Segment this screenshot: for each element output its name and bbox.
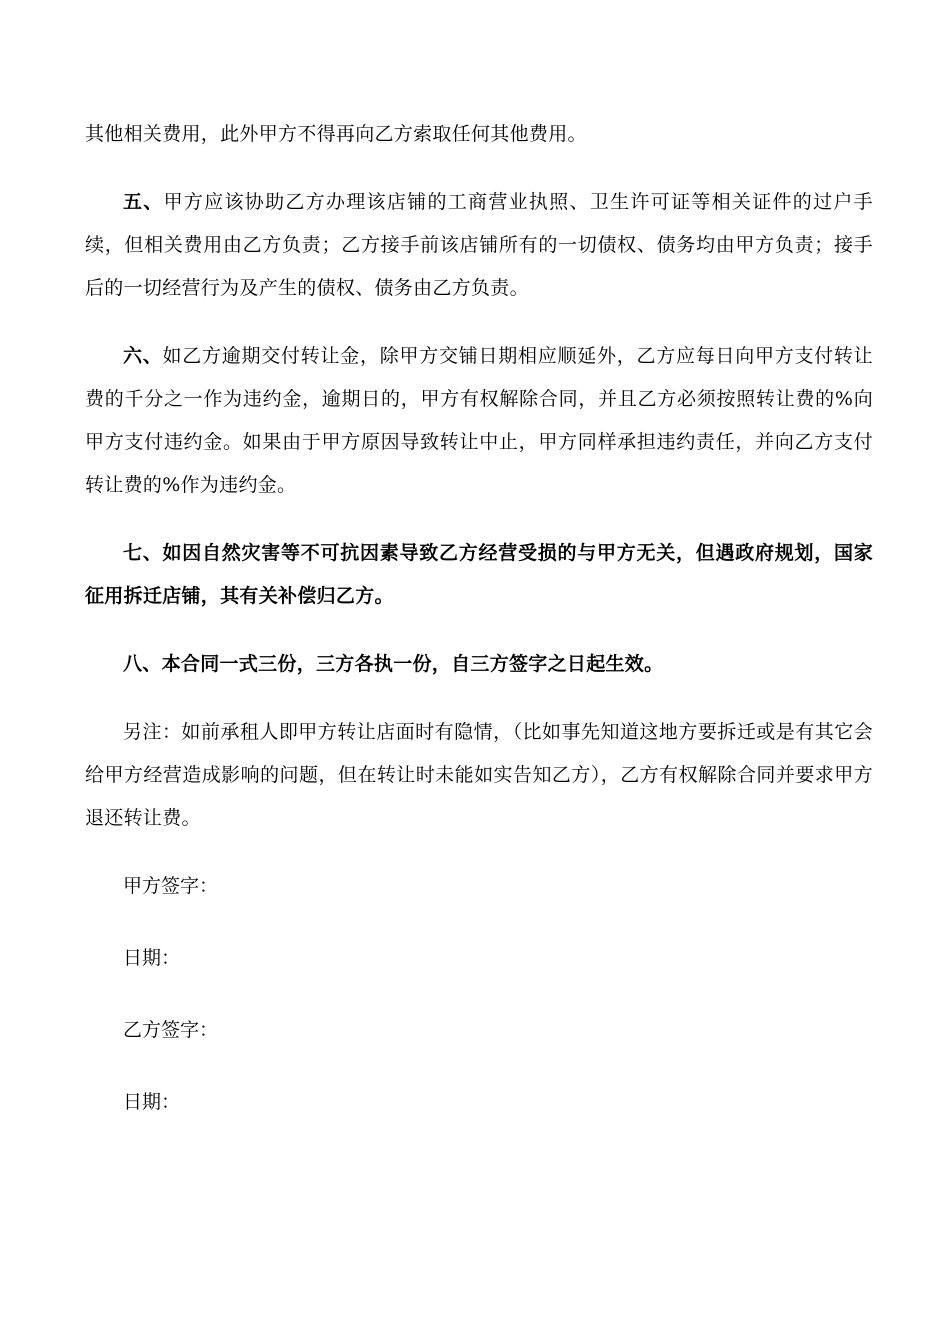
clause-number: 六、 bbox=[123, 345, 163, 367]
note-text: 另注：如前承租人即甲方转让店面时有隐情，（比如事先知道这地方要拆迁或是有其它会给甲方经营造成影响的问题，但在转让时未能如实告知乙方），乙方有权解除合同并要求甲方退还转让费。 bbox=[85, 721, 873, 829]
document-body bbox=[85, 113, 873, 1153]
clause-text: 甲方应该协助乙方办理该店铺的工商营业执照、卫生许可证等相关证件的过户手续，但相关费用由乙方负责；乙方接手前该店铺所有的一切债权、债务均由甲方负责；接手后的一切经营行为及产生的债权、债务由乙方负责。 bbox=[85, 191, 873, 299]
clause-number: 五、 bbox=[123, 191, 164, 213]
clause-eight bbox=[85, 643, 873, 686]
paragraph-fees-continuation bbox=[85, 113, 873, 156]
party-a-signature-label: 甲方签字： bbox=[123, 875, 219, 897]
clause-seven bbox=[85, 532, 873, 618]
clause-text: 如乙方逾期交付转让金，除甲方交铺日期相应顺延外，乙方应每日向甲方支付转让费的千分之一作为违约金，逾期日的，甲方有权解除合同，并且乙方必须按照转让费的%向甲方支付违约金。如果由于甲方原因导致转让中止，甲方同样承担违约责任，并向乙方支付转让费的%作为违约金。 bbox=[85, 345, 873, 496]
party-a-date-label: 日期： bbox=[123, 947, 181, 969]
clause-five bbox=[85, 181, 873, 310]
clause-text: 八、本合同一式三份，三方各执一份，自三方签字之日起生效。 bbox=[123, 653, 664, 675]
paragraph-text: 其他相关费用，此外甲方不得再向乙方索取任何其他费用。 bbox=[85, 123, 587, 145]
additional-note bbox=[85, 711, 873, 840]
clause-text: 七、如因自然灾害等不可抗因素导致乙方经营受损的与甲方无关，但遇政府规划，国家征用拆迁店铺，其有关补偿归乙方。 bbox=[85, 542, 873, 607]
party-b-date-label: 日期： bbox=[123, 1091, 181, 1113]
clause-six bbox=[85, 335, 873, 507]
party-b-signature-label: 乙方签字： bbox=[123, 1019, 219, 1041]
